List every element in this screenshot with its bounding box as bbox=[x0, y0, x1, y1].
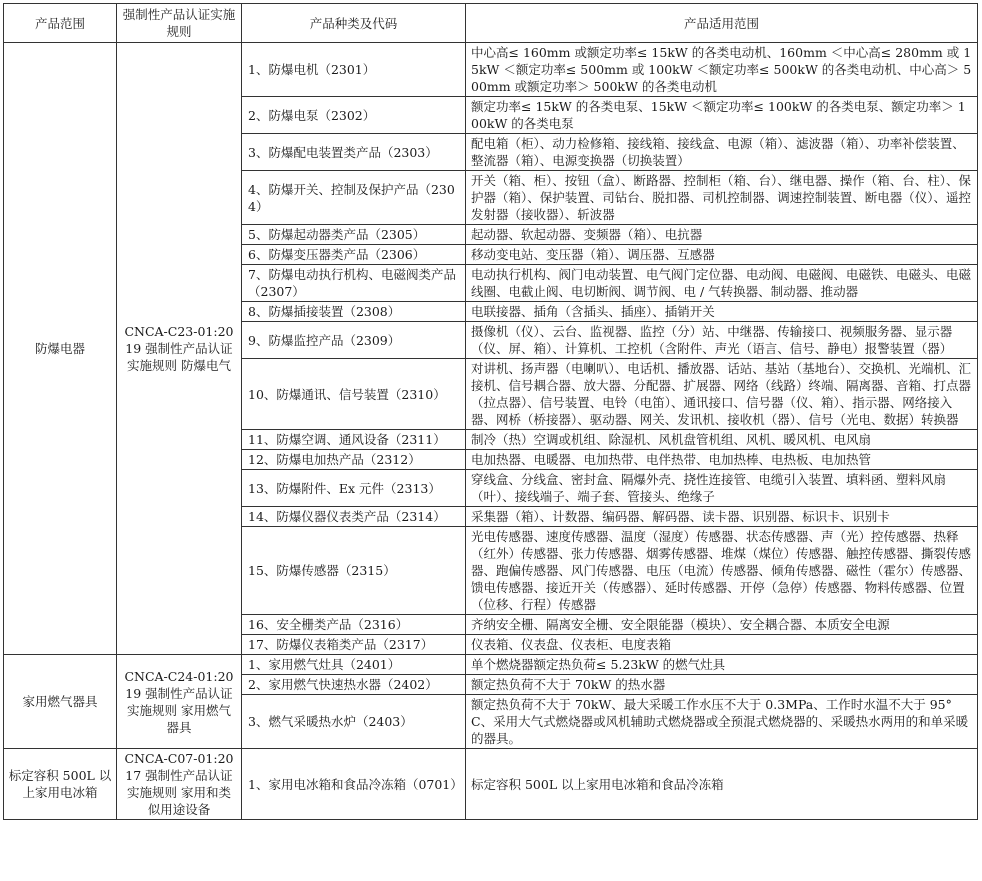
kind-cell: 17、防爆仪表箱类产品（2317） bbox=[242, 635, 466, 655]
cert-scope-table bbox=[3, 3, 978, 820]
kind-cell: 8、防爆插接装置（2308） bbox=[242, 302, 466, 322]
scope-cell: 电联接器、插角（含插头、插座）、插销开关 bbox=[466, 302, 978, 322]
scope-cell: 光电传感器、速度传感器、温度（湿度）传感器、状态传感器、声（光）控传感器、热释（红外）传感器、张力传感器、烟雾传感器、堆煤（煤位）传感器、触控传感器、撕裂传感器、跑偏传感器、风门传感器、电压（电流）传感器、倾角传感器、磁性（霍尔）传感器、馈电传感器、接近开关（传感器）、延时传感器、开停（急停）传感器、物料传感器、位置（位移、行程）传感器 bbox=[466, 527, 978, 615]
kind-cell: 13、防爆附件、Ex 元件（2313） bbox=[242, 470, 466, 507]
scope-cell: 电加热器、电暖器、电加热带、电伴热带、电加热棒、电热板、电加热管 bbox=[466, 450, 978, 470]
category-cell: 标定容积 500L 以上家用电冰箱 bbox=[4, 749, 117, 820]
scope-cell: 对讲机、扬声器（电喇叭）、电话机、播放器、话站、基站（基地台）、交换机、光端机、汇接机、信号耦合器、放大器、分配器、扩展器、网络（线路）终端、隔离器、音箱、打点器（拉点器）、信号装置、电铃（电笛）、通讯接口、信号器（仪、箱）、指示器、网络接入器、网桥（桥接器）、驱动器、网关、发讯机、接收机（器）、信号（光电、数据）转换器 bbox=[466, 359, 978, 430]
rule-cell: CNCA-C24-01:2019 强制性产品认证实施规则 家用燃气器具 bbox=[117, 655, 242, 749]
scope-cell: 中心高≤ 160mm 或额定功率≤ 15kW 的各类电动机、160mm ＜中心高≤ 280mm 或 15kW ＜额定功率≤ 500mm 或 100kW ＜额定功率≤ 500kW 的各类电动机、中心高＞ 500mm 或额定功率＞ 500kW 的各类电动机 bbox=[466, 43, 978, 97]
scope-cell: 移动变电站、变压器（箱）、调压器、互感器 bbox=[466, 245, 978, 265]
kind-cell: 9、防爆监控产品（2309） bbox=[242, 322, 466, 359]
scope-cell: 电动执行机构、阀门电动装置、电气阀门定位器、电动阀、电磁阀、电磁铁、电磁头、电磁线圈、电截止阀、电切断阀、调节阀、电 / 气转换器、制动器、推动器 bbox=[466, 265, 978, 302]
kind-cell: 7、防爆电动执行机构、电磁阀类产品（2307） bbox=[242, 265, 466, 302]
kind-cell: 6、防爆变压器类产品（2306） bbox=[242, 245, 466, 265]
header-row bbox=[4, 4, 978, 43]
rule-cell: CNCA-C07-01:2017 强制性产品认证实施规则 家用和类似用途设备 bbox=[117, 749, 242, 820]
kind-cell: 2、家用燃气快速热水器（2402） bbox=[242, 675, 466, 695]
scope-cell: 额定热负荷不大于 70kW 的热水器 bbox=[466, 675, 978, 695]
scope-cell: 额定热负荷不大于 70kW、最大采暖工作水压不大于 0.3MPa、工作时水温不大于 95°C、采用大气式燃烧器或风机辅助式燃烧器或全预混式燃烧器的、采暖热水两用的和单采暖的器具。 bbox=[466, 695, 978, 749]
kind-cell: 10、防爆通讯、信号装置（2310） bbox=[242, 359, 466, 430]
header-rule: 强制性产品认证实施规则 bbox=[117, 4, 242, 43]
scope-cell: 单个燃烧器额定热负荷≤ 5.23kW 的燃气灶具 bbox=[466, 655, 978, 675]
table-row bbox=[4, 43, 978, 97]
scope-cell: 齐纳安全栅、隔离安全栅、安全限能器（模块）、安全耦合器、本质安全电源 bbox=[466, 615, 978, 635]
header-kind: 产品种类及代码 bbox=[242, 4, 466, 43]
scope-cell: 开关（箱、柜）、按钮（盒）、断路器、控制柜（箱、台）、继电器、操作（箱、台、柱）、保护器（箱）、保护装置、司钻台、脱扣器、司机控制器、调速控制装置、断电器（仪）、遥控发射器（接收器）、斩波器 bbox=[466, 171, 978, 225]
kind-cell: 16、安全栅类产品（2316） bbox=[242, 615, 466, 635]
rule-cell: CNCA-C23-01:2019 强制性产品认证实施规则 防爆电气 bbox=[117, 43, 242, 655]
scope-cell: 仪表箱、仪表盘、仪表柜、电度表箱 bbox=[466, 635, 978, 655]
scope-cell: 制冷（热）空调或机组、除湿机、风机盘管机组、风机、暖风机、电风扇 bbox=[466, 430, 978, 450]
kind-cell: 12、防爆电加热产品（2312） bbox=[242, 450, 466, 470]
category-cell: 防爆电器 bbox=[4, 43, 117, 655]
kind-cell: 4、防爆开关、控制及保护产品（2304） bbox=[242, 171, 466, 225]
kind-cell: 5、防爆起动器类产品（2305） bbox=[242, 225, 466, 245]
table-row bbox=[4, 749, 978, 820]
kind-cell: 14、防爆仪器仪表类产品（2314） bbox=[242, 507, 466, 527]
scope-cell: 穿线盒、分线盒、密封盒、隔爆外壳、挠性连接管、电缆引入装置、填料函、塑料风扇（叶）、接线端子、端子套、管接头、绝缘子 bbox=[466, 470, 978, 507]
kind-cell: 1、家用燃气灶具（2401） bbox=[242, 655, 466, 675]
kind-cell: 3、防爆配电装置类产品（2303） bbox=[242, 134, 466, 171]
scope-cell: 标定容积 500L 以上家用电冰箱和食品冷冻箱 bbox=[466, 749, 978, 820]
scope-cell: 采集器（箱）、计数器、编码器、解码器、读卡器、识别器、标识卡、识别卡 bbox=[466, 507, 978, 527]
kind-cell: 1、家用电冰箱和食品冷冻箱（0701） bbox=[242, 749, 466, 820]
kind-cell: 3、燃气采暖热水炉（2403） bbox=[242, 695, 466, 749]
scope-cell: 摄像机（仪）、云台、监视器、监控（分）站、中继器、传输接口、视频服务器、显示器（仪、屏、箱）、计算机、工控机（含附件、声光（语言、信号、静电）报警装置（器） bbox=[466, 322, 978, 359]
scope-cell: 起动器、软起动器、变频器（箱）、电抗器 bbox=[466, 225, 978, 245]
kind-cell: 11、防爆空调、通风设备（2311） bbox=[242, 430, 466, 450]
scope-cell: 配电箱（柜）、动力检修箱、接线箱、接线盒、电源（箱）、滤波器（箱）、功率补偿装置、整流器（箱）、电源变换器（切换装置） bbox=[466, 134, 978, 171]
header-scope: 产品适用范围 bbox=[466, 4, 978, 43]
header-category: 产品范围 bbox=[4, 4, 117, 43]
kind-cell: 1、防爆电机（2301） bbox=[242, 43, 466, 97]
scope-cell: 额定功率≤ 15kW 的各类电泵、15kW ＜额定功率≤ 100kW 的各类电泵、额定功率＞ 100kW 的各类电泵 bbox=[466, 97, 978, 134]
kind-cell: 2、防爆电泵（2302） bbox=[242, 97, 466, 134]
kind-cell: 15、防爆传感器（2315） bbox=[242, 527, 466, 615]
category-cell: 家用燃气器具 bbox=[4, 655, 117, 749]
table-row bbox=[4, 655, 978, 675]
